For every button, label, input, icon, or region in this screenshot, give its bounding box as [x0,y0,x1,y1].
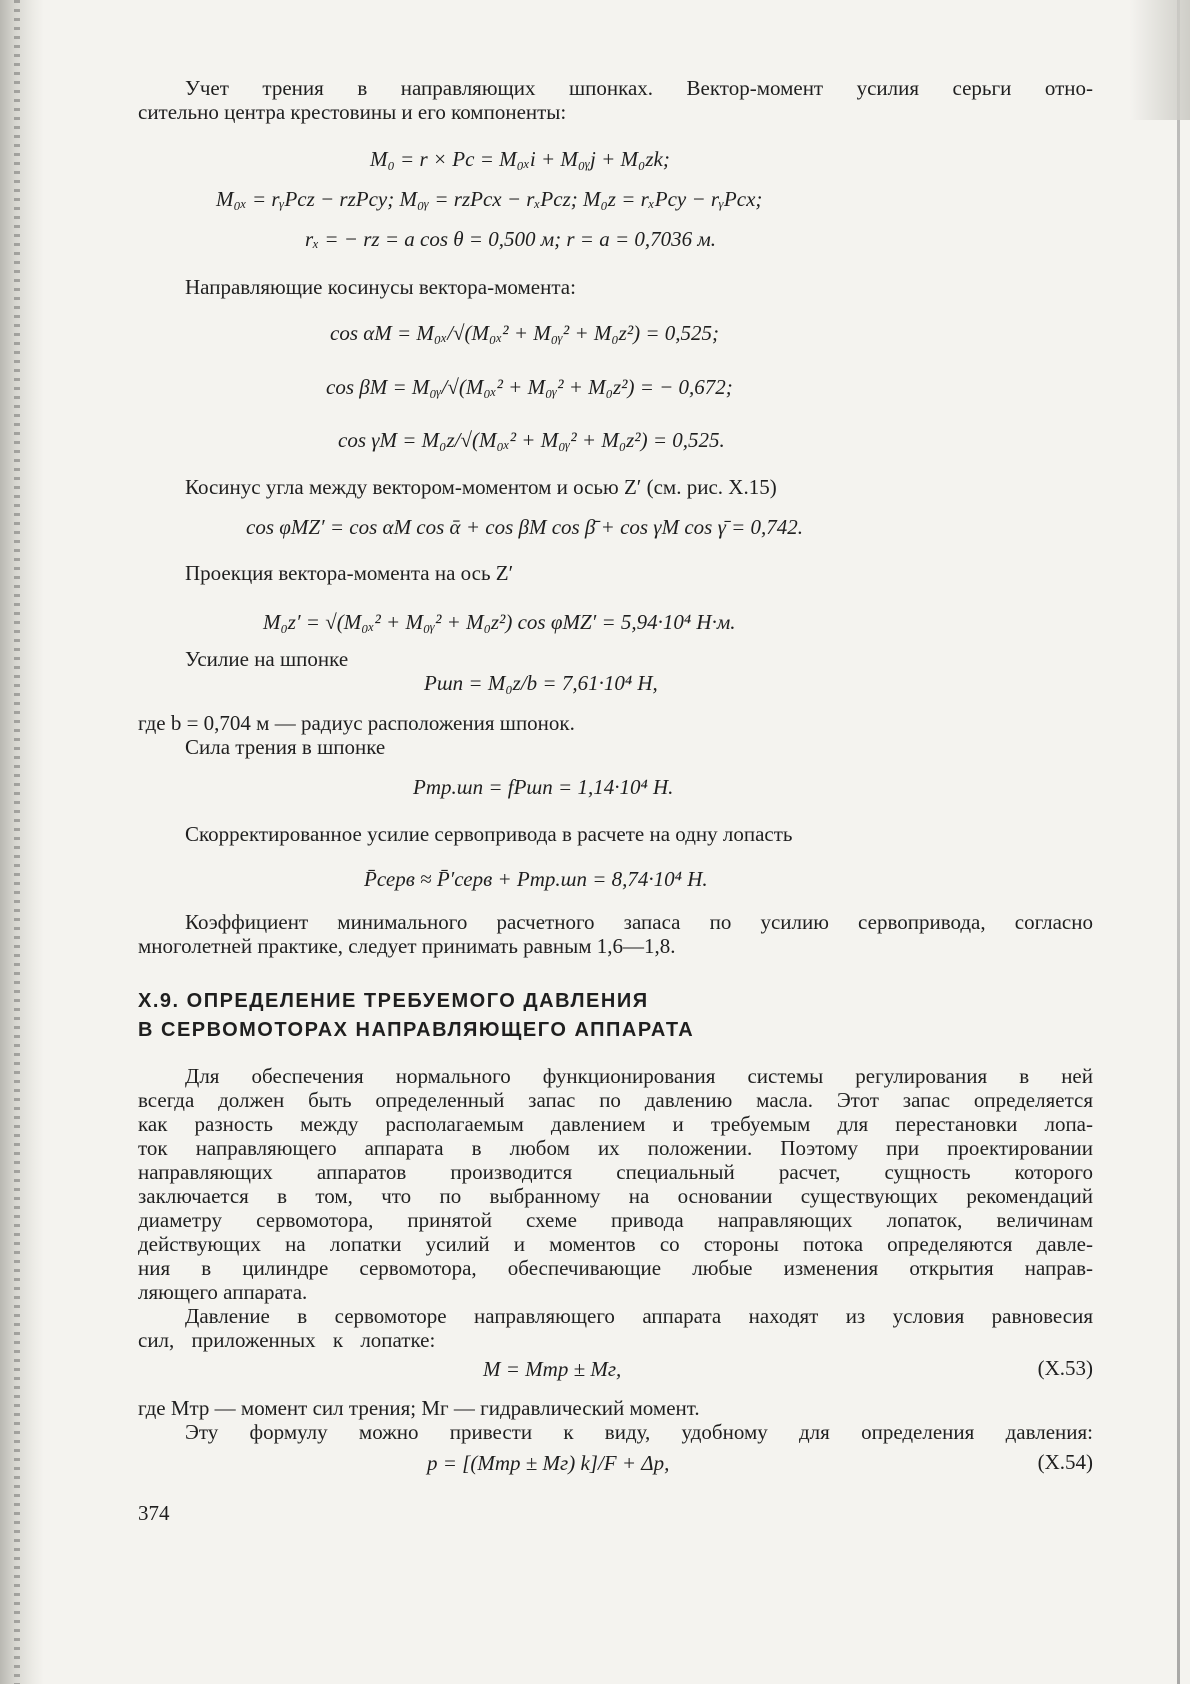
section-heading: X.9. ОПРЕДЕЛЕНИЕ ТРЕБУЕМОГО ДАВЛЕНИЯ [138,990,649,1012]
paragraph-line: где Mтр — момент сил трения; Mг — гидравлический момент. [138,1396,700,1420]
formula: rₓ = − rz = a cos θ = 0,500 м; r = a = 0,7036 м. [305,227,717,251]
paragraph-line: диаметру сервомотора, принятой схеме привода направляющих лопаток, величинам [138,1208,1093,1232]
scan-corner-shadow [1130,0,1190,120]
paragraph-line: ток направляющего аппарата в любом их положении. Поэтому при проектировании [138,1136,1093,1160]
paragraph-line: Для обеспечения нормального функционирования системы регулирования в ней [185,1064,1093,1088]
scan-page-edge [1177,0,1180,1684]
formula: cos φMZ′ = cos αM cos ᾱ + cos βM cos β̄ + cos γM cos γ̄ = 0,742. [246,515,804,539]
paragraph-line: Сила трения в шпонке [185,735,386,759]
paragraph-line: заключается в том, что по выбранному на основании существующих рекомендаций [138,1184,1093,1208]
formula: M = Mтр ± Mг, [483,1357,622,1381]
paragraph-line: всегда должен быть определенный запас по давлению масла. Этот запас определяется [138,1088,1093,1112]
scan-binding-shadow [0,0,44,1684]
formula: cos βM = M₀ᵧ/√(M₀ₓ² + M₀ᵧ² + M₀z²) = − 0,672; [326,375,733,399]
paragraph-line: многолетней практике, следует принимать равным 1,6—1,8. [138,934,676,958]
paragraph-line: Эту формулу можно привести к виду, удобному для определения давления: [185,1420,1093,1444]
formula: cos γM = M₀z/√(M₀ₓ² + M₀ᵧ² + M₀z²) = 0,525. [338,428,725,452]
paragraph-line: ляющего аппарата. [138,1280,308,1304]
paragraph-line: Коэффициент минимального расчетного запаса по усилию сервопривода, согласно [185,910,1093,934]
formula: cos αM = M₀ₓ/√(M₀ₓ² + M₀ᵧ² + M₀z²) = 0,525; [330,321,720,345]
formula: Pшп = M₀z/b = 7,61·10⁴ Н, [424,671,658,695]
formula: M₀ = r × Pc = M₀ₓi + M₀ᵧj + M₀zk; [370,147,670,171]
paragraph-line: Усилие на шпонке [185,647,349,671]
formula: p = [(Mтр ± Mг) k]/F + Δp, [427,1451,670,1475]
section-heading: В СЕРВОМОТОРАХ НАПРАВЛЯЮЩЕГО АППАРАТА [138,1019,695,1041]
paragraph-line: Давление в сервомоторе направляющего аппарата находят из условия равновесия [185,1304,1093,1328]
formula: M₀ₓ = rᵧPcz − rzPcy; M₀ᵧ = rzPcx − rₓPcz; M₀z = rₓPcy − rᵧPcx; [216,187,763,211]
equation-number: (X.53) [1037,1356,1093,1380]
formula: P̄серв ≈ P̄′серв + Pтр.шп = 8,74·10⁴ Н. [364,867,708,891]
paragraph-line: ния в цилиндре сервомотора, обеспечивающие любые изменения открытия направ- [138,1256,1093,1280]
formula: Pтр.шп = fPшп = 1,14·10⁴ Н. [413,775,674,799]
equation-number: (X.54) [1037,1450,1093,1474]
paragraph-line: Косинус угла между вектором-моментом и осью Z′ (см. рис. X.15) [185,475,777,499]
paragraph-line: Проекция вектора-момента на ось Z′ [185,561,514,585]
paragraph-line: направляющих аппаратов производится специальный расчет, сущность которого [138,1160,1093,1184]
paragraph-line: Скорректированное усилие сервопривода в расчете на одну лопасть [185,822,793,846]
paragraph-line: как разность между располагаемым давлением и требуемым для перестановки лопа- [138,1112,1093,1136]
paragraph-line: действующих на лопатки усилий и моментов со стороны потока определяются давле- [138,1232,1093,1256]
paragraph-line: Направляющие косинусы вектора-момента: [185,275,576,299]
formula: M₀z′ = √(M₀ₓ² + M₀ᵧ² + M₀z²) cos φMZ′ = 5,94·10⁴ Н·м. [263,610,736,634]
paragraph-line: сительно центра крестовины и его компоненты: [138,100,567,124]
paragraph-line: Учет трения в направляющих шпонках. Вектор-момент усилия серьги отно- [185,76,1093,100]
page-number: 374 [138,1501,170,1525]
paragraph-line: где b = 0,704 м — радиус расположения шпонок. [138,711,575,735]
paragraph-line: сил, приложенных к лопатке: [138,1328,436,1352]
